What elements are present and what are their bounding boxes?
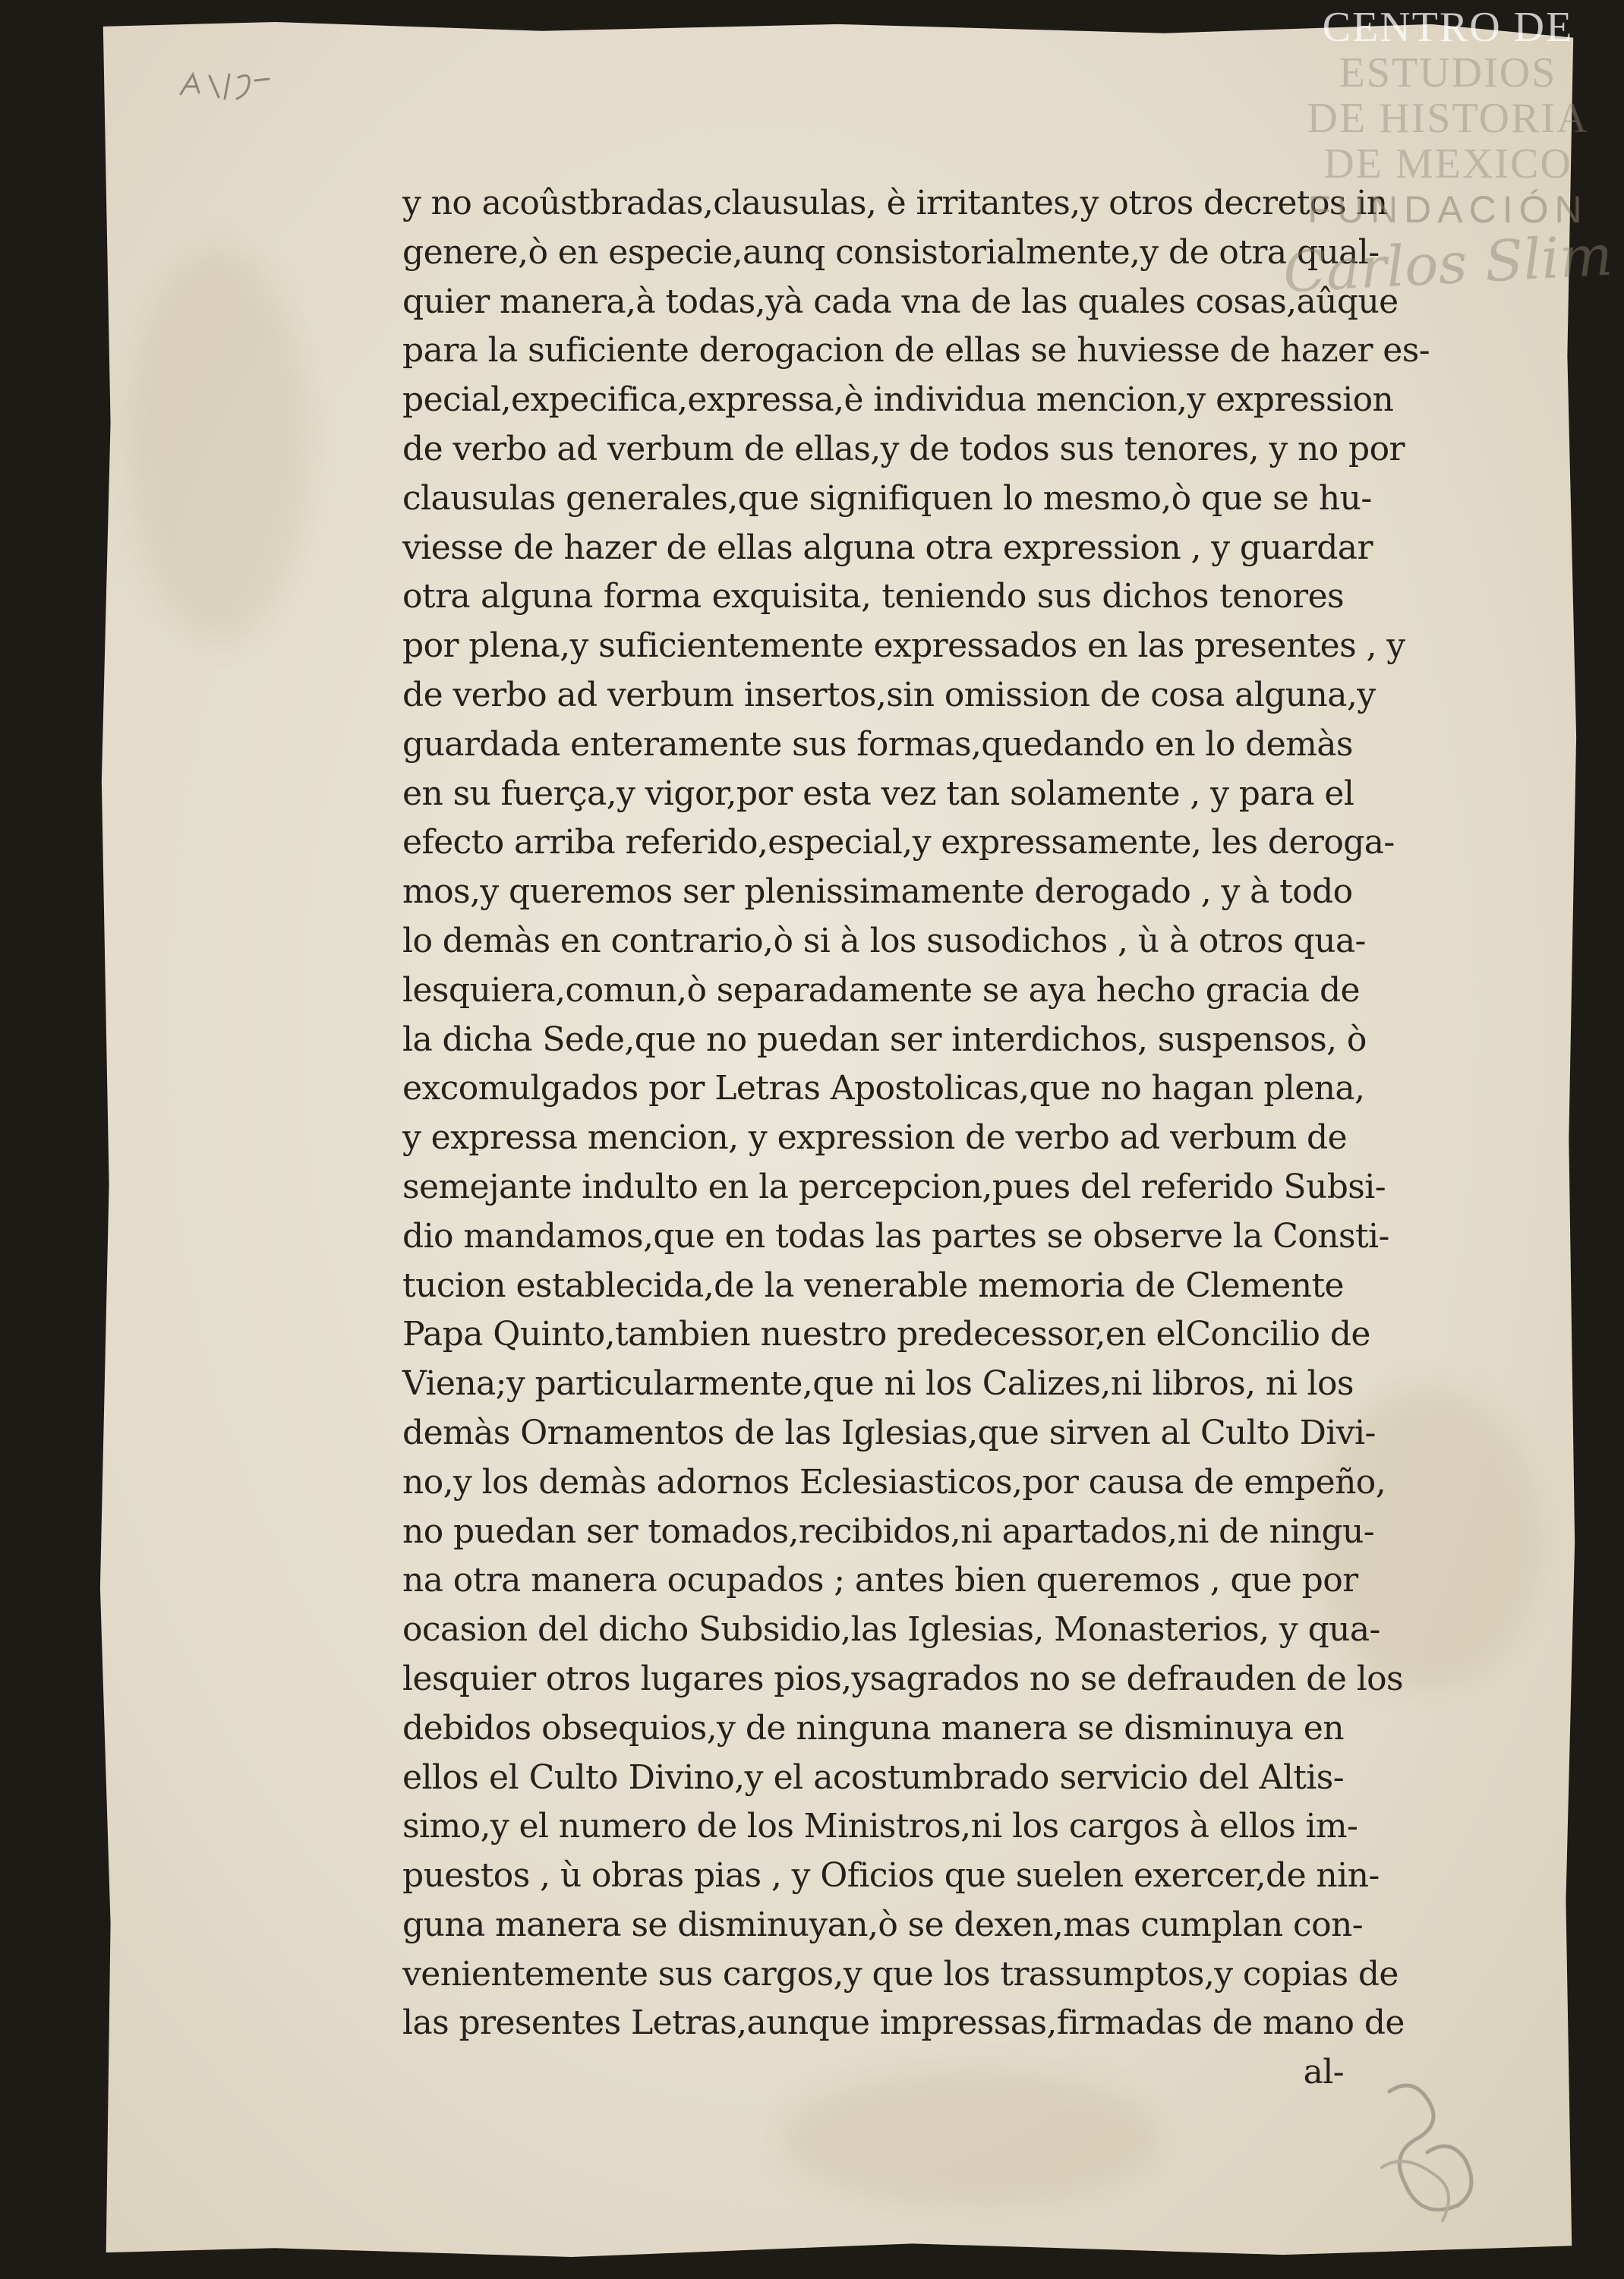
text-line: de verbo ad verbum insertos,sin omission de cosa alguna,y xyxy=(402,675,1376,714)
watermark-line: ESTUDIOS xyxy=(1339,49,1557,96)
text-line: otra alguna forma exquisita, teniendo sus dichos tenores xyxy=(402,577,1344,616)
text-line: y expressa mencion, y expression de verbo ad verbum de xyxy=(402,1118,1348,1158)
text-line: Viena;y particularmente,que ni los Calizes,ni libros, ni los xyxy=(402,1364,1354,1404)
text-line: lo demàs en contrario,ò si à los susodichos , ù à otros qua- xyxy=(402,921,1366,960)
text-line: por plena,y suficientemente expressados en las presentes , y xyxy=(402,626,1405,666)
text-line: en su fuerça,y vigor,por esta vez tan solamente , y para el xyxy=(402,774,1354,813)
text-line: Papa Quinto,tambien nuestro predecessor,en elConcilio de xyxy=(402,1315,1370,1354)
text-line: semejante indulto en la percepcion,pues del referido Subsi- xyxy=(402,1167,1386,1206)
text-line: venientemente sus cargos,y que los trassumptos,y copias de xyxy=(402,1954,1399,1994)
text-line: puestos , ù obras pias , y Oficios que suelen exercer,de nin- xyxy=(402,1856,1380,1896)
text-line: lesquiera,comun,ò separadamente se aya hecho gracia de xyxy=(402,970,1360,1010)
text-line: guna manera se disminuyan,ò se dexen,mas cumplan con- xyxy=(402,1905,1363,1944)
pencil-folio-mark xyxy=(176,64,275,113)
catchword: al- xyxy=(1303,2053,1344,2092)
text-line: clausulas generales,que signifiquen lo mesmo,ò que se hu- xyxy=(402,478,1372,518)
text-line: y no acoûstbradas,clausulas, è irritantes,y otros decretos in xyxy=(402,184,1388,222)
watermark-line: DE HISTORIA xyxy=(1307,95,1589,142)
text-line: de verbo ad verbum de ellas,y de todos sus tenores, y no por xyxy=(402,429,1405,468)
text-line: lesquier otros lugares pios,ysagrados no se defrauden de los xyxy=(402,1659,1404,1698)
watermark-line: CENTRO DE xyxy=(1322,4,1574,51)
text-line: las presentes Letras,aunque impressas,firmadas de mano de xyxy=(402,2003,1405,2043)
text-line: mos,y queremos ser plenissimamente derogado , y à todo xyxy=(402,872,1353,912)
text-line: na otra manera ocupados ; antes bien queremos , que por xyxy=(402,1561,1358,1600)
text-line: la dicha Sede,que no puedan ser interdichos, suspensos, ò xyxy=(402,1020,1367,1059)
text-line: demàs Ornamentos de las Iglesias,que sirven al Culto Divi- xyxy=(402,1413,1376,1452)
text-line: ocasion del dicho Subsidio,las Iglesias, Monasterios, y qua- xyxy=(402,1610,1380,1650)
archive-watermark xyxy=(1281,4,1615,306)
watermark-line: DE MEXICO xyxy=(1323,140,1572,188)
ink-flourish-mark xyxy=(1359,2076,1488,2240)
text-line: debidos obsequios,y de ninguna manera se disminuya en xyxy=(402,1708,1344,1748)
text-line: simo,y el numero de los Ministros,ni los cargos à ellos im- xyxy=(402,1807,1358,1846)
text-line: no puedan ser tomados,recibidos,ni apartados,ni de ningu- xyxy=(402,1511,1375,1551)
text-line: para la suficiente derogacion de ellas se huviesse de hazer es- xyxy=(402,331,1430,370)
text-line: efecto arriba referido,especial,y expressamente, les deroga- xyxy=(402,823,1395,862)
text-line: dio mandamos,que en todas las partes se observe la Consti- xyxy=(402,1216,1389,1256)
text-line: tucion establecida,de la venerable memoria de Clemente xyxy=(402,1266,1344,1305)
text-line: viesse de hazer de ellas alguna otra expression , y guardar xyxy=(402,528,1373,567)
text-line: excomulgados por Letras Apostolicas,que no hagan plena, xyxy=(402,1069,1365,1108)
watermark-signature: Carlos Slim xyxy=(1282,222,1614,306)
text-line: guardada enteramente sus formas,quedando en lo demàs xyxy=(402,724,1353,764)
text-line: genere,ò en especie,aunq consistorialmente,y de otra qual- xyxy=(402,232,1380,272)
text-line: quier manera,à todas,yà cada vna de las quales cosas,aûque xyxy=(402,282,1399,321)
paper-stain xyxy=(128,247,310,642)
text-line: ellos el Culto Divino,y el acostumbrado servicio del Altis- xyxy=(402,1757,1344,1797)
document-body-text xyxy=(402,179,1430,2098)
text-line: no,y los demàs adornos Eclesiasticos,por causa de empeño, xyxy=(402,1462,1386,1502)
watermark-line: FUNDACIÓN xyxy=(1307,188,1588,231)
text-line: pecial,expecifica,expressa,è individua mencion,y expression xyxy=(402,380,1394,420)
